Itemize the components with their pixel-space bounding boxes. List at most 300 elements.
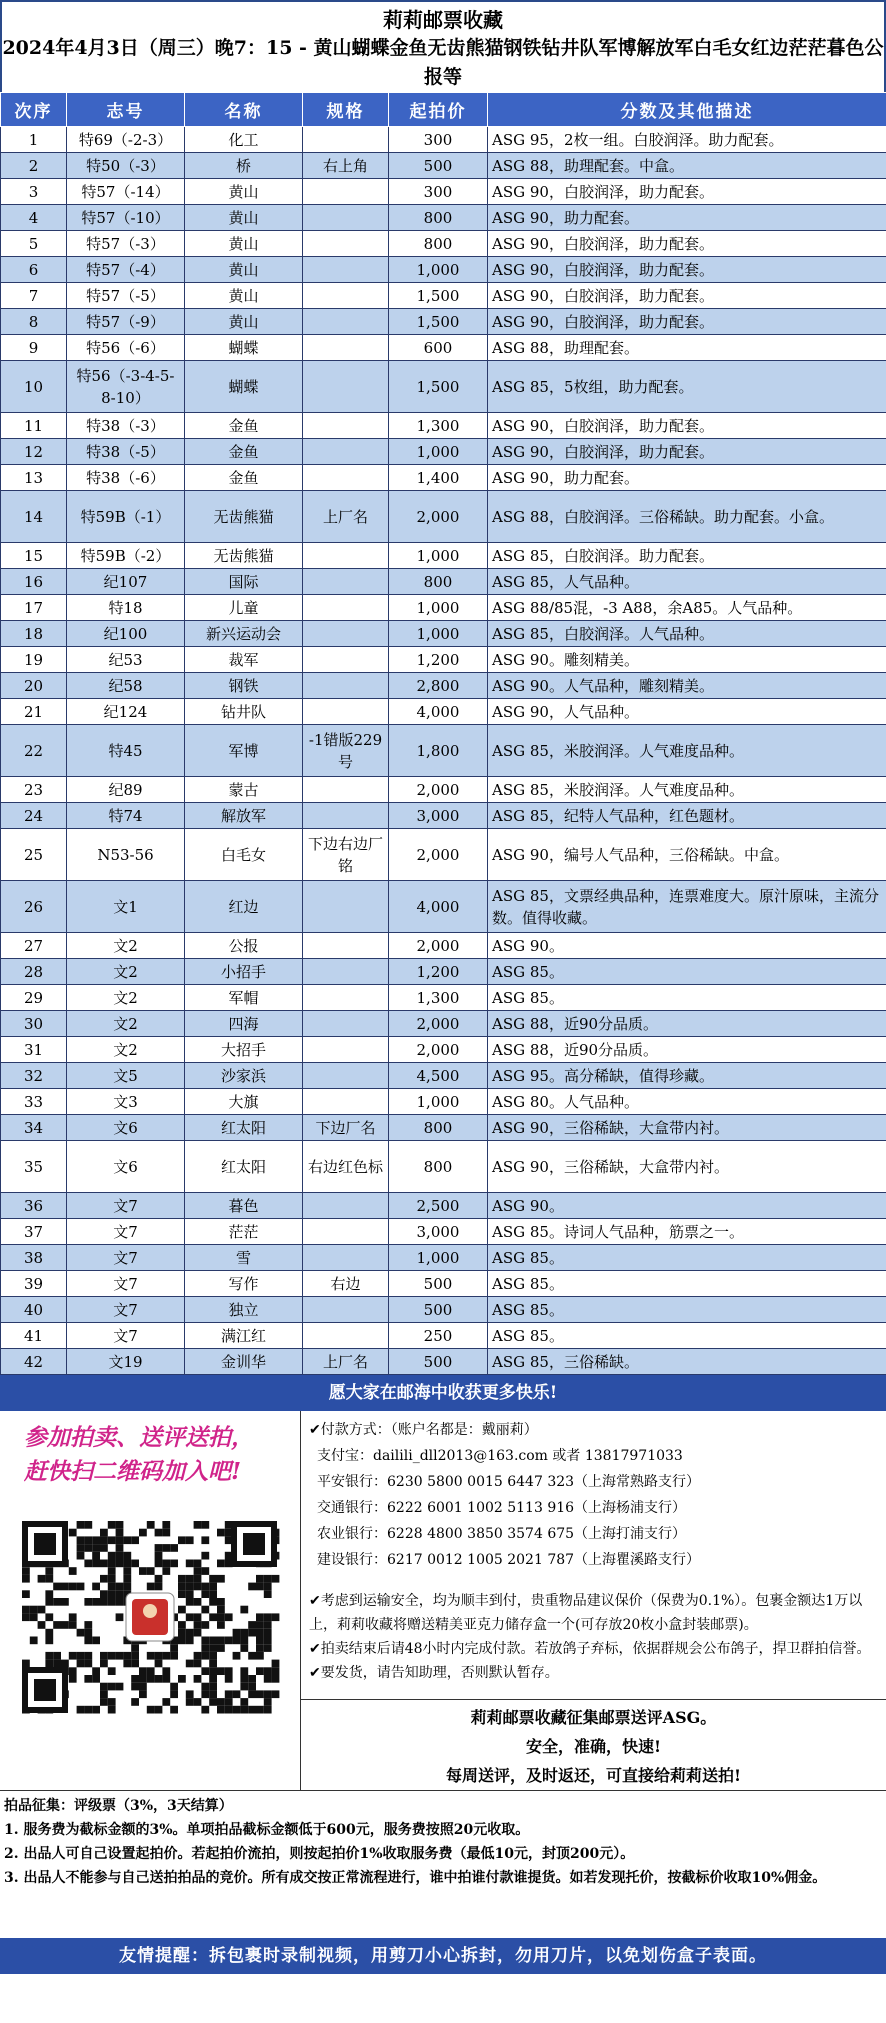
lot-name: 黄山 bbox=[185, 205, 303, 231]
lot-code: 文19 bbox=[67, 1349, 185, 1375]
promo-text-2: 赶快扫二维码加入吧! bbox=[24, 1458, 242, 1485]
lot-number: 35 bbox=[1, 1141, 67, 1193]
lot-description: ASG 85。 bbox=[488, 1245, 886, 1271]
lot-description: ASG 88，白胶润泽。三俗稀缺。助力配套。小盒。 bbox=[488, 491, 886, 543]
table-row bbox=[1, 179, 886, 205]
lot-number: 32 bbox=[1, 1063, 67, 1089]
lot-number: 22 bbox=[1, 725, 67, 777]
table-row bbox=[1, 1193, 886, 1219]
lot-description: ASG 90。 bbox=[488, 933, 886, 959]
lot-spec bbox=[303, 1037, 389, 1063]
lot-spec bbox=[303, 439, 389, 465]
lot-description: ASG 88，近90分品质。 bbox=[488, 1011, 886, 1037]
lot-start-price: 300 bbox=[389, 179, 488, 205]
lot-description: ASG 85。 bbox=[488, 985, 886, 1011]
table-row bbox=[1, 543, 886, 569]
lot-start-price: 3,000 bbox=[389, 1219, 488, 1245]
lot-number: 30 bbox=[1, 1011, 67, 1037]
lot-code: 文7 bbox=[67, 1219, 185, 1245]
lot-name: 四海 bbox=[185, 1011, 303, 1037]
lot-code: 纪124 bbox=[67, 699, 185, 725]
table-row bbox=[1, 569, 886, 595]
lot-description: ASG 88，助理配套。中盒。 bbox=[488, 153, 886, 179]
lot-name: 解放军 bbox=[185, 803, 303, 829]
lot-name: 小招手 bbox=[185, 959, 303, 985]
lot-description: ASG 85，米胶润泽。人气难度品种。 bbox=[488, 777, 886, 803]
lot-name: 蝴蝶 bbox=[185, 335, 303, 361]
lot-spec bbox=[303, 543, 389, 569]
lot-name: 裁军 bbox=[185, 647, 303, 673]
lot-name: 化工 bbox=[185, 127, 303, 153]
bottom-banner: 友情提醒：拆包裹时录制视频，用剪刀小心拆封，勿用刀片，以免划伤盒子表面。 bbox=[0, 1938, 886, 1974]
lot-name: 红太阳 bbox=[185, 1115, 303, 1141]
lot-code: N53-56 bbox=[67, 829, 185, 881]
lot-name: 公报 bbox=[185, 933, 303, 959]
lot-number: 33 bbox=[1, 1089, 67, 1115]
col-header-spec: 规格 bbox=[303, 93, 389, 127]
lot-code: 特69（-2-3） bbox=[67, 127, 185, 153]
table-row bbox=[1, 933, 886, 959]
lot-code: 特56（-6） bbox=[67, 335, 185, 361]
lot-number: 4 bbox=[1, 205, 67, 231]
lot-start-price: 1,000 bbox=[389, 621, 488, 647]
lot-start-price: 800 bbox=[389, 231, 488, 257]
lot-start-price: 1,300 bbox=[389, 413, 488, 439]
lot-name: 独立 bbox=[185, 1297, 303, 1323]
lot-description: ASG 85，白胶润泽。助力配套。 bbox=[488, 543, 886, 569]
lot-spec bbox=[303, 569, 389, 595]
table-row bbox=[1, 1271, 886, 1297]
lot-code: 特57（-14） bbox=[67, 179, 185, 205]
lot-spec bbox=[303, 1089, 389, 1115]
lot-code: 文2 bbox=[67, 985, 185, 1011]
lot-start-price: 1,000 bbox=[389, 595, 488, 621]
rules-heading: 拍品征集：评级票（3%，3天结算） bbox=[4, 1798, 233, 1814]
lot-description: ASG 80。人气品种。 bbox=[488, 1089, 886, 1115]
lot-description: ASG 90，编号人气品种，三俗稀缺。中盒。 bbox=[488, 829, 886, 881]
lot-spec bbox=[303, 803, 389, 829]
lot-number: 31 bbox=[1, 1037, 67, 1063]
page-header bbox=[0, 0, 886, 92]
lot-description: ASG 85，文票经典品种，连票难度大。原汁原味，主流分数。值得收藏。 bbox=[488, 881, 886, 933]
lot-name: 新兴运动会 bbox=[185, 621, 303, 647]
lot-start-price: 500 bbox=[389, 153, 488, 179]
lot-number: 26 bbox=[1, 881, 67, 933]
lot-name: 大招手 bbox=[185, 1037, 303, 1063]
table-row bbox=[1, 1349, 886, 1375]
lot-start-price: 1,000 bbox=[389, 1089, 488, 1115]
lot-spec bbox=[303, 595, 389, 621]
lot-start-price: 4,000 bbox=[389, 881, 488, 933]
table-row bbox=[1, 1245, 886, 1271]
lot-code: 特57（-10） bbox=[67, 205, 185, 231]
lot-name: 黄山 bbox=[185, 231, 303, 257]
lot-description: ASG 90，三俗稀缺，大盒带内衬。 bbox=[488, 1141, 886, 1193]
lot-code: 文7 bbox=[67, 1297, 185, 1323]
lot-code: 文6 bbox=[67, 1141, 185, 1193]
lot-number: 7 bbox=[1, 283, 67, 309]
lot-description: ASG 90。 bbox=[488, 1193, 886, 1219]
lot-code: 纪100 bbox=[67, 621, 185, 647]
lot-number: 24 bbox=[1, 803, 67, 829]
lot-spec bbox=[303, 205, 389, 231]
lot-code: 特74 bbox=[67, 803, 185, 829]
lot-code: 特45 bbox=[67, 725, 185, 777]
lot-spec: 右边红色标 bbox=[303, 1141, 389, 1193]
lot-code: 纪53 bbox=[67, 647, 185, 673]
lot-description: ASG 85。 bbox=[488, 959, 886, 985]
lot-start-price: 2,000 bbox=[389, 829, 488, 881]
lot-name: 蒙古 bbox=[185, 777, 303, 803]
table-row bbox=[1, 1141, 886, 1193]
table-row bbox=[1, 491, 886, 543]
lot-code: 文7 bbox=[67, 1271, 185, 1297]
lot-name: 军博 bbox=[185, 725, 303, 777]
lot-spec: -1错版229号 bbox=[303, 725, 389, 777]
lot-spec bbox=[303, 179, 389, 205]
table-row bbox=[1, 1115, 886, 1141]
col-header-desc: 分数及其他描述 bbox=[488, 93, 886, 127]
lot-code: 文5 bbox=[67, 1063, 185, 1089]
lot-number: 28 bbox=[1, 959, 67, 985]
lot-start-price: 800 bbox=[389, 1141, 488, 1193]
lot-spec bbox=[303, 465, 389, 491]
lot-code: 文2 bbox=[67, 1011, 185, 1037]
lot-code: 纪58 bbox=[67, 673, 185, 699]
slogan-line-1: 莉莉邮票收藏征集邮票送评ASG。 bbox=[470, 1708, 717, 1727]
lot-code: 文7 bbox=[67, 1323, 185, 1349]
bank-account-comm: 交通银行：6222 6001 1002 5113 916（上海杨浦支行） bbox=[317, 1500, 687, 1516]
table-row bbox=[1, 1063, 886, 1089]
lot-code: 特59B（-1） bbox=[67, 491, 185, 543]
lot-spec: 下边厂名 bbox=[303, 1115, 389, 1141]
table-row bbox=[1, 777, 886, 803]
table-row bbox=[1, 1323, 886, 1349]
table-row bbox=[1, 1297, 886, 1323]
payment-info bbox=[301, 1411, 886, 1699]
lot-description: ASG 85。 bbox=[488, 1271, 886, 1297]
lot-spec: 右边 bbox=[303, 1271, 389, 1297]
lot-name: 军帽 bbox=[185, 985, 303, 1011]
lot-start-price: 2,000 bbox=[389, 1011, 488, 1037]
lot-name: 茫茫 bbox=[185, 1219, 303, 1245]
lot-number: 39 bbox=[1, 1271, 67, 1297]
lot-name: 钻井队 bbox=[185, 699, 303, 725]
lot-number: 29 bbox=[1, 985, 67, 1011]
lot-start-price: 1,300 bbox=[389, 985, 488, 1011]
lot-spec: 上厂名 bbox=[303, 491, 389, 543]
lot-name: 雪 bbox=[185, 1245, 303, 1271]
lot-number: 3 bbox=[1, 179, 67, 205]
lot-code: 特57（-9） bbox=[67, 309, 185, 335]
lot-code: 文6 bbox=[67, 1115, 185, 1141]
lot-number: 2 bbox=[1, 153, 67, 179]
lot-spec: 上厂名 bbox=[303, 1349, 389, 1375]
lot-start-price: 1,800 bbox=[389, 725, 488, 777]
lot-code: 文3 bbox=[67, 1089, 185, 1115]
lot-description: ASG 85，白胶润泽。人气品种。 bbox=[488, 621, 886, 647]
lot-code: 文1 bbox=[67, 881, 185, 933]
lot-start-price: 1,000 bbox=[389, 543, 488, 569]
lot-description: ASG 90，白胶润泽，助力配套。 bbox=[488, 179, 886, 205]
lot-name: 暮色 bbox=[185, 1193, 303, 1219]
lot-code: 纪107 bbox=[67, 569, 185, 595]
lot-spec bbox=[303, 257, 389, 283]
lot-table bbox=[0, 92, 886, 1375]
lot-name: 钢铁 bbox=[185, 673, 303, 699]
lot-spec bbox=[303, 1245, 389, 1271]
lot-number: 10 bbox=[1, 361, 67, 413]
lot-number: 12 bbox=[1, 439, 67, 465]
bank-account-pingan: 平安银行：6230 5800 0015 6447 323（上海常熟路支行） bbox=[317, 1474, 701, 1490]
lot-number: 8 bbox=[1, 309, 67, 335]
lot-spec bbox=[303, 361, 389, 413]
lot-code: 特50（-3） bbox=[67, 153, 185, 179]
lot-spec bbox=[303, 309, 389, 335]
col-header-price: 起拍价 bbox=[389, 93, 488, 127]
lot-name: 满江红 bbox=[185, 1323, 303, 1349]
lot-number: 21 bbox=[1, 699, 67, 725]
lot-name: 沙家浜 bbox=[185, 1063, 303, 1089]
lot-name: 蝴蝶 bbox=[185, 361, 303, 413]
lot-description: ASG 85，三俗稀缺。 bbox=[488, 1349, 886, 1375]
lot-start-price: 2,000 bbox=[389, 491, 488, 543]
slogan-line-3: 每周送评，及时返还，可直接给莉莉送拍! bbox=[445, 1766, 742, 1785]
lot-number: 6 bbox=[1, 257, 67, 283]
lot-name: 大旗 bbox=[185, 1089, 303, 1115]
lot-number: 18 bbox=[1, 621, 67, 647]
lot-code: 特57（-3） bbox=[67, 231, 185, 257]
lot-name: 红太阳 bbox=[185, 1141, 303, 1193]
bank-account-agri: 农业银行：6228 4800 3850 3574 675（上海打浦支行） bbox=[317, 1526, 687, 1542]
lot-name: 金鱼 bbox=[185, 465, 303, 491]
lot-code: 特59B（-2） bbox=[67, 543, 185, 569]
lot-description: ASG 90，白胶润泽，助力配套。 bbox=[488, 413, 886, 439]
lot-number: 19 bbox=[1, 647, 67, 673]
lot-spec bbox=[303, 1323, 389, 1349]
table-row bbox=[1, 959, 886, 985]
table-row bbox=[1, 1011, 886, 1037]
lot-spec bbox=[303, 127, 389, 153]
lot-description: ASG 88，近90分品质。 bbox=[488, 1037, 886, 1063]
lot-name: 黄山 bbox=[185, 179, 303, 205]
lot-start-price: 2,500 bbox=[389, 1193, 488, 1219]
lot-number: 11 bbox=[1, 413, 67, 439]
lot-start-price: 1,400 bbox=[389, 465, 488, 491]
lot-spec bbox=[303, 933, 389, 959]
lot-name: 桥 bbox=[185, 153, 303, 179]
page-title: 莉莉邮票收藏 bbox=[383, 8, 503, 32]
lot-number: 20 bbox=[1, 673, 67, 699]
lot-description: ASG 85，纪特人气品种，红色题材。 bbox=[488, 803, 886, 829]
lot-code: 文2 bbox=[67, 959, 185, 985]
lot-code: 文2 bbox=[67, 933, 185, 959]
promo-panel bbox=[0, 1411, 301, 1790]
lot-number: 41 bbox=[1, 1323, 67, 1349]
lot-spec bbox=[303, 1193, 389, 1219]
grading-slogan bbox=[301, 1699, 886, 1790]
table-row bbox=[1, 725, 886, 777]
lot-number: 5 bbox=[1, 231, 67, 257]
lot-number: 25 bbox=[1, 829, 67, 881]
shipping-note: ✔考虑到运输安全，均为顺丰到付，贵重物品建议保价（保费为0.1%）。包裹金额达1万以上，莉莉收藏将赠送精美亚克力储存盒一个(可存放20枚小盒封装邮票)。 bbox=[309, 1593, 863, 1633]
payment-title: ✔付款方式：（账户名都是：戴丽莉） bbox=[309, 1422, 538, 1438]
table-row bbox=[1, 413, 886, 439]
lot-start-price: 500 bbox=[389, 1349, 488, 1375]
table-row bbox=[1, 231, 886, 257]
table-row bbox=[1, 595, 886, 621]
lot-start-price: 600 bbox=[389, 335, 488, 361]
lot-number: 36 bbox=[1, 1193, 67, 1219]
rule-1: 1. 服务费为截标金额的3%。单项拍品截标金额低于600元，服务费按照20元收取。 bbox=[4, 1822, 530, 1838]
lot-description: ASG 90，白胶润泽，助力配套。 bbox=[488, 309, 886, 335]
lot-description: ASG 95，2枚一组。白胶润泽。助力配套。 bbox=[488, 127, 886, 153]
table-row bbox=[1, 881, 886, 933]
lot-start-price: 1,500 bbox=[389, 361, 488, 413]
lot-code: 纪89 bbox=[67, 777, 185, 803]
lot-name: 黄山 bbox=[185, 257, 303, 283]
lot-name: 儿童 bbox=[185, 595, 303, 621]
lot-start-price: 2,000 bbox=[389, 777, 488, 803]
lot-description: ASG 90。雕刻精美。 bbox=[488, 647, 886, 673]
lot-number: 13 bbox=[1, 465, 67, 491]
lot-spec bbox=[303, 413, 389, 439]
lot-spec bbox=[303, 959, 389, 985]
table-row bbox=[1, 647, 886, 673]
lot-spec bbox=[303, 231, 389, 257]
lot-spec bbox=[303, 1063, 389, 1089]
lot-start-price: 1,500 bbox=[389, 283, 488, 309]
lot-table-body bbox=[1, 127, 886, 1375]
slogan-line-2: 安全，准确，快速! bbox=[525, 1737, 662, 1756]
lot-spec bbox=[303, 699, 389, 725]
lot-spec bbox=[303, 1297, 389, 1323]
lot-number: 42 bbox=[1, 1349, 67, 1375]
lot-start-price: 2,000 bbox=[389, 933, 488, 959]
payment-deadline-note: ✔拍卖结束后请48小时内完成付款。若放鸽子弃标，依据群规会公布鸽子，捍卫群拍信誉。 bbox=[309, 1641, 871, 1657]
lot-name: 无齿熊猫 bbox=[185, 491, 303, 543]
lot-start-price: 800 bbox=[389, 1115, 488, 1141]
lot-name: 写作 bbox=[185, 1271, 303, 1297]
rule-2: 2. 出品人可自己设置起拍价。若起拍价流拍，则按起拍价1%收取服务费（最低10元，封顶200元）。 bbox=[4, 1846, 635, 1862]
lot-start-price: 2,800 bbox=[389, 673, 488, 699]
lot-code: 特57（-5） bbox=[67, 283, 185, 309]
lot-name: 黄山 bbox=[185, 283, 303, 309]
table-row bbox=[1, 465, 886, 491]
lot-start-price: 1,200 bbox=[389, 647, 488, 673]
lot-start-price: 4,000 bbox=[389, 699, 488, 725]
lot-number: 17 bbox=[1, 595, 67, 621]
lot-start-price: 1,000 bbox=[389, 257, 488, 283]
lot-description: ASG 85，米胶润泽。人气难度品种。 bbox=[488, 725, 886, 777]
lot-start-price: 800 bbox=[389, 569, 488, 595]
table-row bbox=[1, 985, 886, 1011]
lot-spec: 右上角 bbox=[303, 153, 389, 179]
table-row bbox=[1, 127, 886, 153]
lot-description: ASG 90，白胶润泽，助力配套。 bbox=[488, 231, 886, 257]
lot-description: ASG 88/85混，-3 A88，余A85。人气品种。 bbox=[488, 595, 886, 621]
lot-code: 特38（-5） bbox=[67, 439, 185, 465]
lot-code: 文2 bbox=[67, 1037, 185, 1063]
lot-start-price: 300 bbox=[389, 127, 488, 153]
lot-number: 40 bbox=[1, 1297, 67, 1323]
lot-description: ASG 95。高分稀缺，值得珍藏。 bbox=[488, 1063, 886, 1089]
table-row bbox=[1, 361, 886, 413]
lot-number: 23 bbox=[1, 777, 67, 803]
alipay-account: 支付宝：dailili_dll2013@163.com 或者 13817971033 bbox=[317, 1448, 683, 1464]
info-section bbox=[0, 1411, 886, 1791]
lot-spec bbox=[303, 673, 389, 699]
lot-description: ASG 90，白胶润泽，助力配套。 bbox=[488, 283, 886, 309]
lot-description: ASG 85，5枚组，助力配套。 bbox=[488, 361, 886, 413]
lot-start-price: 1,200 bbox=[389, 959, 488, 985]
lot-spec bbox=[303, 777, 389, 803]
lot-description: ASG 90，白胶润泽，助力配套。 bbox=[488, 257, 886, 283]
qr-code-icon[interactable] bbox=[18, 1517, 281, 1717]
lot-number: 9 bbox=[1, 335, 67, 361]
lot-start-price: 3,000 bbox=[389, 803, 488, 829]
lot-start-price: 500 bbox=[389, 1297, 488, 1323]
table-row bbox=[1, 283, 886, 309]
lot-spec bbox=[303, 647, 389, 673]
col-header-name: 名称 bbox=[185, 93, 303, 127]
lot-start-price: 2,000 bbox=[389, 1037, 488, 1063]
lot-description: ASG 88，助理配套。 bbox=[488, 335, 886, 361]
lot-description: ASG 90，人气品种。 bbox=[488, 699, 886, 725]
table-row bbox=[1, 1089, 886, 1115]
table-row bbox=[1, 699, 886, 725]
lot-spec: 下边右边厂铭 bbox=[303, 829, 389, 881]
lot-description: ASG 90，助力配套。 bbox=[488, 465, 886, 491]
lot-name: 无齿熊猫 bbox=[185, 543, 303, 569]
table-row bbox=[1, 829, 886, 881]
lot-code: 特57（-4） bbox=[67, 257, 185, 283]
table-row bbox=[1, 673, 886, 699]
lot-spec bbox=[303, 283, 389, 309]
lot-code: 特18 bbox=[67, 595, 185, 621]
lot-code: 文7 bbox=[67, 1193, 185, 1219]
lot-name: 黄山 bbox=[185, 309, 303, 335]
lot-spec bbox=[303, 985, 389, 1011]
lot-code: 特56（-3-4-5-8-10） bbox=[67, 361, 185, 413]
lot-start-price: 800 bbox=[389, 205, 488, 231]
lot-start-price: 4,500 bbox=[389, 1063, 488, 1089]
table-row bbox=[1, 205, 886, 231]
lot-name: 金鱼 bbox=[185, 413, 303, 439]
lot-description: ASG 90，白胶润泽，助力配套。 bbox=[488, 439, 886, 465]
delivery-note: ✔要发货，请告知助理，否则默认暂存。 bbox=[309, 1665, 559, 1681]
lot-description: ASG 85。诗词人气品种，筋票之一。 bbox=[488, 1219, 886, 1245]
lot-number: 15 bbox=[1, 543, 67, 569]
lot-start-price: 500 bbox=[389, 1271, 488, 1297]
lot-start-price: 1,500 bbox=[389, 309, 488, 335]
lot-description: ASG 85。 bbox=[488, 1297, 886, 1323]
lot-code: 特38（-3） bbox=[67, 413, 185, 439]
table-row bbox=[1, 1219, 886, 1245]
lot-name: 白毛女 bbox=[185, 829, 303, 881]
lot-number: 1 bbox=[1, 127, 67, 153]
table-header-row bbox=[1, 93, 886, 127]
table-row bbox=[1, 257, 886, 283]
lot-description: ASG 90，三俗稀缺，大盒带内衬。 bbox=[488, 1115, 886, 1141]
table-row bbox=[1, 1037, 886, 1063]
lot-name: 国际 bbox=[185, 569, 303, 595]
lot-description: ASG 90。人气品种，雕刻精美。 bbox=[488, 673, 886, 699]
lot-number: 34 bbox=[1, 1115, 67, 1141]
table-row bbox=[1, 439, 886, 465]
bank-account-ccb: 建设银行：6217 0012 1005 2021 787（上海瞿溪路支行） bbox=[317, 1552, 701, 1568]
lot-name: 金鱼 bbox=[185, 439, 303, 465]
